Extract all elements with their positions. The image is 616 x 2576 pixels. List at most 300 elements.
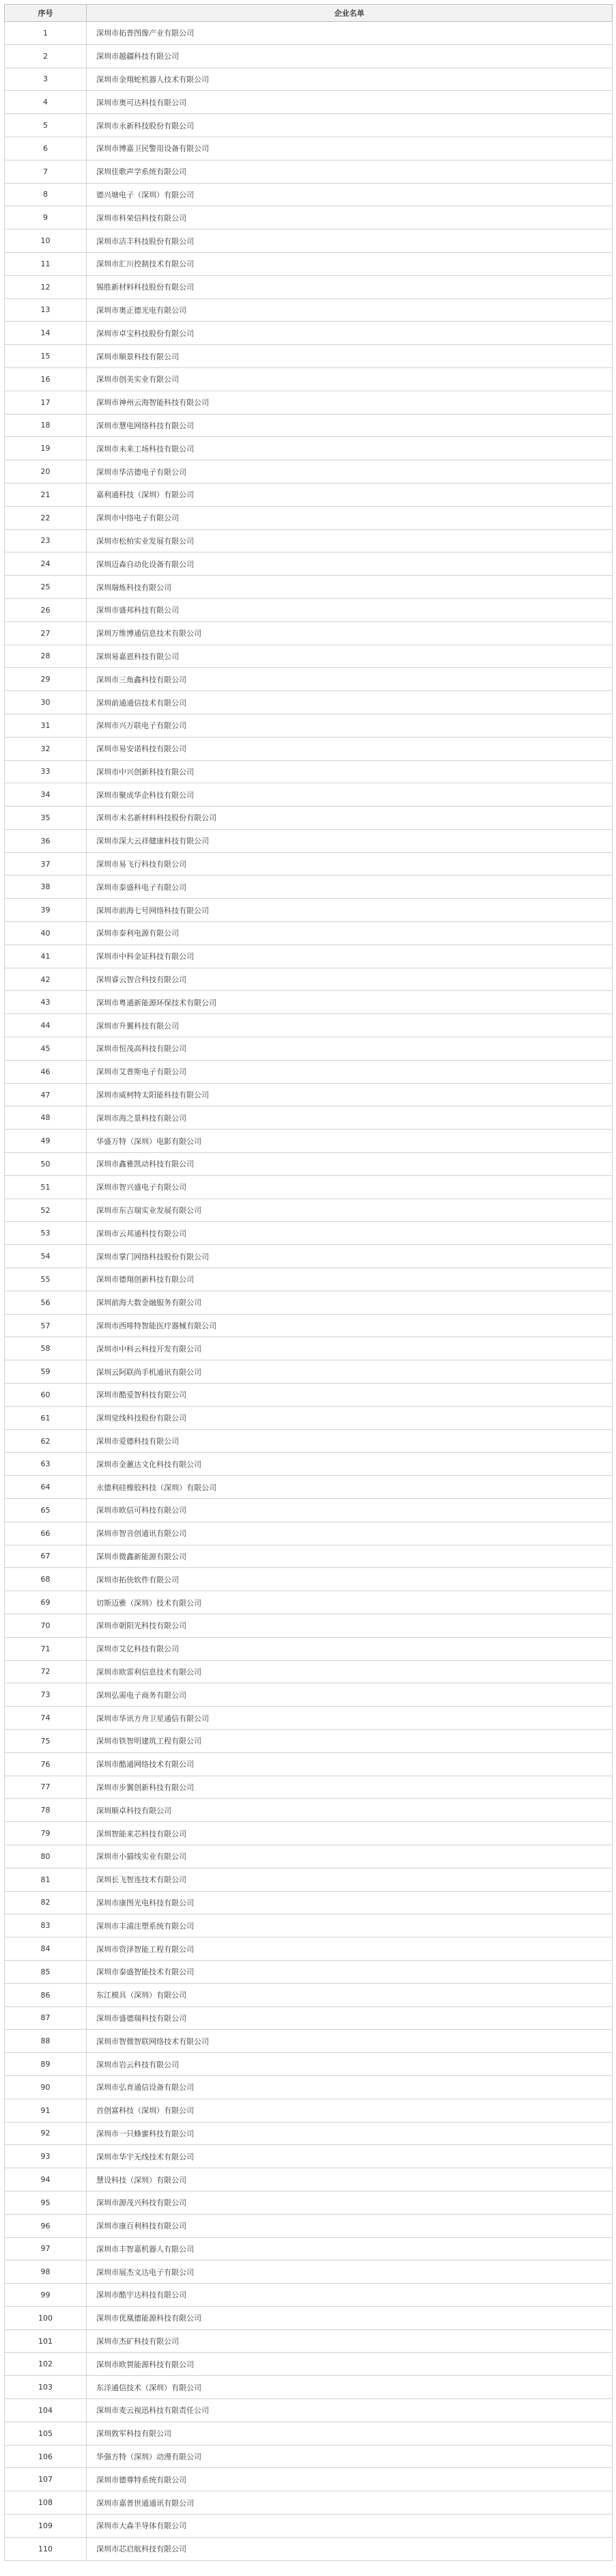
row-index: 38 bbox=[5, 876, 87, 899]
row-index: 54 bbox=[5, 1245, 87, 1268]
row-index: 97 bbox=[5, 2237, 87, 2260]
table-row bbox=[5, 1868, 613, 1891]
company-name: 东洋通信技术（深圳）有限公司 bbox=[87, 2376, 613, 2399]
row-index: 83 bbox=[5, 1914, 87, 1937]
row-index: 76 bbox=[5, 1752, 87, 1776]
company-name: 深圳市西啡特智能医疗器械有限公司 bbox=[87, 1314, 613, 1337]
row-index: 99 bbox=[5, 2284, 87, 2307]
row-index: 105 bbox=[5, 2422, 87, 2445]
row-index: 98 bbox=[5, 2260, 87, 2284]
row-index: 20 bbox=[5, 460, 87, 484]
row-index: 46 bbox=[5, 1060, 87, 1083]
table-row bbox=[5, 2237, 613, 2260]
company-name: 深圳市步翼创新科技有限公司 bbox=[87, 1776, 613, 1799]
row-index: 82 bbox=[5, 1891, 87, 1914]
table-row bbox=[5, 391, 613, 414]
company-name: 深圳市卓宝科技股份有限公司 bbox=[87, 322, 613, 345]
table-row bbox=[5, 483, 613, 506]
header-index: 序号 bbox=[5, 5, 87, 22]
table-row bbox=[5, 714, 613, 737]
table-row bbox=[5, 367, 613, 391]
table-row bbox=[5, 2491, 613, 2515]
table-row bbox=[5, 1083, 613, 1106]
row-index: 5 bbox=[5, 114, 87, 137]
table-row bbox=[5, 783, 613, 807]
row-index: 37 bbox=[5, 852, 87, 876]
table-row bbox=[5, 1130, 613, 1153]
row-index: 63 bbox=[5, 1453, 87, 1476]
company-name: 深圳市中兴创新科技有限公司 bbox=[87, 760, 613, 783]
row-index: 32 bbox=[5, 737, 87, 760]
company-name: 深圳市聚成华企科技有限公司 bbox=[87, 783, 613, 807]
company-name: 深圳市欧信可科技有限公司 bbox=[87, 1499, 613, 1522]
table-row bbox=[5, 2353, 613, 2376]
company-name: 深圳市大森半导体有限公司 bbox=[87, 2515, 613, 2538]
table-row bbox=[5, 829, 613, 852]
row-index: 81 bbox=[5, 1868, 87, 1891]
table-row bbox=[5, 2099, 613, 2122]
company-name: 深圳市汇川控制技术有限公司 bbox=[87, 252, 613, 275]
table-row bbox=[5, 2468, 613, 2491]
row-index: 92 bbox=[5, 2122, 87, 2145]
row-index: 71 bbox=[5, 1637, 87, 1660]
table-row bbox=[5, 2214, 613, 2237]
table-row bbox=[5, 1752, 613, 1776]
table-row bbox=[5, 1822, 613, 1845]
company-name: 深圳市优凰德能源科技有限公司 bbox=[87, 2306, 613, 2329]
company-name: 深圳市芯启航科技有限公司 bbox=[87, 2537, 613, 2560]
company-name: 深圳市科荣信科技有限公司 bbox=[87, 206, 613, 229]
row-index: 24 bbox=[5, 552, 87, 576]
table-row bbox=[5, 2284, 613, 2307]
row-index: 9 bbox=[5, 206, 87, 229]
header-company-name: 企业名单 bbox=[87, 5, 613, 22]
company-list-table bbox=[4, 4, 613, 2561]
row-index: 19 bbox=[5, 437, 87, 460]
table-row bbox=[5, 1914, 613, 1937]
row-index: 61 bbox=[5, 1406, 87, 1429]
row-index: 42 bbox=[5, 968, 87, 991]
company-name: 深圳迈森自动化设备有限公司 bbox=[87, 552, 613, 576]
company-name: 深圳顺卓科技有限公司 bbox=[87, 1799, 613, 1822]
row-index: 103 bbox=[5, 2376, 87, 2399]
header-row bbox=[5, 5, 613, 22]
company-name: 深圳万维博通信息技术有限公司 bbox=[87, 621, 613, 645]
table-row bbox=[5, 1360, 613, 1384]
company-name: 深圳市华洁德电子有限公司 bbox=[87, 460, 613, 484]
row-index: 17 bbox=[5, 391, 87, 414]
company-name: 深圳市洁丰科技股份有限公司 bbox=[87, 229, 613, 253]
row-index: 90 bbox=[5, 2075, 87, 2099]
company-name: 深圳市华宇无线技术有限公司 bbox=[87, 2145, 613, 2168]
row-index: 66 bbox=[5, 1522, 87, 1545]
row-index: 7 bbox=[5, 160, 87, 183]
row-index: 28 bbox=[5, 645, 87, 668]
table-row bbox=[5, 1106, 613, 1130]
table-row bbox=[5, 876, 613, 899]
table-row bbox=[5, 1729, 613, 1752]
company-name: 切斯迈雅（深圳）技术有限公司 bbox=[87, 1591, 613, 1614]
row-index: 51 bbox=[5, 1175, 87, 1199]
company-name: 深圳市德翔创新科技有限公司 bbox=[87, 1268, 613, 1291]
company-name: 深圳市未名新材料科技股份有限公司 bbox=[87, 807, 613, 830]
row-index: 25 bbox=[5, 576, 87, 599]
company-name: 首创富科技（深圳）有限公司 bbox=[87, 2099, 613, 2122]
company-name: 深圳市德尊特系统有限公司 bbox=[87, 2468, 613, 2491]
table-row bbox=[5, 1199, 613, 1222]
row-index: 8 bbox=[5, 183, 87, 206]
company-name: 深圳智能来芯科技有限公司 bbox=[87, 1822, 613, 1845]
table-row bbox=[5, 252, 613, 275]
company-name: 深圳市威柯特太阳能科技有限公司 bbox=[87, 1083, 613, 1106]
company-name: 深圳市酷爱智科技有限公司 bbox=[87, 1384, 613, 1407]
table-row bbox=[5, 552, 613, 576]
table-row bbox=[5, 2376, 613, 2399]
company-name: 深圳市欧賀能源科技有限公司 bbox=[87, 2353, 613, 2376]
table-row bbox=[5, 1175, 613, 1199]
table-row bbox=[5, 807, 613, 830]
table-row bbox=[5, 1429, 613, 1453]
company-name: 深圳市易安诺科技有限公司 bbox=[87, 737, 613, 760]
company-name: 深圳市展杰文达电子有限公司 bbox=[87, 2260, 613, 2284]
row-index: 23 bbox=[5, 529, 87, 552]
table-row bbox=[5, 2006, 613, 2030]
row-index: 102 bbox=[5, 2353, 87, 2376]
row-index: 43 bbox=[5, 991, 87, 1014]
table-row bbox=[5, 2422, 613, 2445]
row-index: 100 bbox=[5, 2306, 87, 2329]
table-row bbox=[5, 2515, 613, 2538]
table-row bbox=[5, 2191, 613, 2214]
company-name: 深圳市海之景科技有限公司 bbox=[87, 1106, 613, 1130]
table-row bbox=[5, 2329, 613, 2353]
table-row bbox=[5, 1845, 613, 1868]
company-name: 深圳市酷通网络技术有限公司 bbox=[87, 1752, 613, 1776]
company-name: 深圳市泰盛科电子有限公司 bbox=[87, 876, 613, 899]
company-name: 深圳瑞炼科技有限公司 bbox=[87, 576, 613, 599]
row-index: 27 bbox=[5, 621, 87, 645]
row-index: 67 bbox=[5, 1545, 87, 1568]
table-row bbox=[5, 44, 613, 68]
table-row bbox=[5, 68, 613, 91]
table-row bbox=[5, 298, 613, 322]
row-index: 62 bbox=[5, 1429, 87, 1453]
row-index: 89 bbox=[5, 2053, 87, 2076]
table-row bbox=[5, 1960, 613, 1983]
company-name: 深圳敦军科技有限公司 bbox=[87, 2422, 613, 2445]
row-index: 95 bbox=[5, 2191, 87, 2214]
row-index: 96 bbox=[5, 2214, 87, 2237]
table-body bbox=[5, 22, 613, 2561]
company-name: 深圳市弘育通信设备有限公司 bbox=[87, 2075, 613, 2099]
company-name: 深圳市智微智联网络技术有限公司 bbox=[87, 2030, 613, 2053]
row-index: 79 bbox=[5, 1822, 87, 1845]
table-row bbox=[5, 1983, 613, 2006]
company-name: 深圳市云邦通科技有限公司 bbox=[87, 1222, 613, 1245]
company-name: 深圳市杰矿科技有限公司 bbox=[87, 2329, 613, 2353]
row-index: 33 bbox=[5, 760, 87, 783]
company-name: 深圳市前海七号网络科技有限公司 bbox=[87, 899, 613, 922]
row-index: 57 bbox=[5, 1314, 87, 1337]
company-name: 深圳市华讯方舟卫星通信有限公司 bbox=[87, 1707, 613, 1730]
table-row bbox=[5, 206, 613, 229]
company-name: 东江模具（深圳）有限公司 bbox=[87, 1983, 613, 2006]
row-index: 65 bbox=[5, 1499, 87, 1522]
row-index: 60 bbox=[5, 1384, 87, 1407]
table-row bbox=[5, 852, 613, 876]
company-name: 深圳市丰浦注塑系统有限公司 bbox=[87, 1914, 613, 1937]
row-index: 47 bbox=[5, 1083, 87, 1106]
table-row bbox=[5, 737, 613, 760]
table-row bbox=[5, 1637, 613, 1660]
company-name: 深圳市智音创通讯有限公司 bbox=[87, 1522, 613, 1545]
company-name: 深圳市泰利电源有限公司 bbox=[87, 922, 613, 945]
row-index: 77 bbox=[5, 1776, 87, 1799]
company-name: 深圳市奥可达科技有限公司 bbox=[87, 91, 613, 114]
table-row bbox=[5, 922, 613, 945]
company-name: 深圳市恒茂高科技有限公司 bbox=[87, 1037, 613, 1061]
company-name: 锡胜新材料科技股份有限公司 bbox=[87, 275, 613, 298]
row-index: 69 bbox=[5, 1591, 87, 1614]
company-name: 深圳市康图光电科技有限公司 bbox=[87, 1891, 613, 1914]
table-row bbox=[5, 968, 613, 991]
table-row bbox=[5, 137, 613, 160]
table-row bbox=[5, 160, 613, 183]
table-row bbox=[5, 2445, 613, 2468]
company-name: 深圳市东吉瑞实业发展有限公司 bbox=[87, 1199, 613, 1222]
company-name: 深圳市源茂兴科技有限公司 bbox=[87, 2191, 613, 2214]
company-name: 深圳市智兴盛电子有限公司 bbox=[87, 1175, 613, 1199]
company-name: 深圳市升翼科技有限公司 bbox=[87, 1014, 613, 1037]
row-index: 78 bbox=[5, 1799, 87, 1822]
table-row bbox=[5, 114, 613, 137]
company-name: 深圳市康百利科技有限公司 bbox=[87, 2214, 613, 2237]
company-name: 深圳市三角鑫科技有限公司 bbox=[87, 668, 613, 691]
company-name: 深圳市酷宇达科技有限公司 bbox=[87, 2284, 613, 2307]
table-row bbox=[5, 598, 613, 621]
company-name: 深圳长飞智连技术有限公司 bbox=[87, 1868, 613, 1891]
row-index: 109 bbox=[5, 2515, 87, 2538]
company-name: 深圳市中络电子有限公司 bbox=[87, 506, 613, 529]
row-index: 87 bbox=[5, 2006, 87, 2030]
row-index: 101 bbox=[5, 2329, 87, 2353]
row-index: 73 bbox=[5, 1683, 87, 1707]
row-index: 91 bbox=[5, 2099, 87, 2122]
company-name: 华盛万特（深圳）电影有限公司 bbox=[87, 1130, 613, 1153]
table-row bbox=[5, 944, 613, 968]
row-index: 13 bbox=[5, 298, 87, 322]
row-index: 49 bbox=[5, 1130, 87, 1153]
table-row bbox=[5, 1707, 613, 1730]
row-index: 31 bbox=[5, 714, 87, 737]
row-index: 93 bbox=[5, 2145, 87, 2168]
company-name: 深圳佳歌声学系统有限公司 bbox=[87, 160, 613, 183]
company-name: 深圳市麦云视迅科技有限责任公司 bbox=[87, 2399, 613, 2422]
company-name: 深圳睿云智合科技有限公司 bbox=[87, 968, 613, 991]
company-name: 华强方特（深圳）动漫有限公司 bbox=[87, 2445, 613, 2468]
table-row bbox=[5, 1591, 613, 1614]
table-row bbox=[5, 1060, 613, 1083]
company-name: 深圳云阿联尚手机通讯有限公司 bbox=[87, 1360, 613, 1384]
row-index: 35 bbox=[5, 807, 87, 830]
row-index: 45 bbox=[5, 1037, 87, 1061]
table-row bbox=[5, 414, 613, 437]
table-row bbox=[5, 529, 613, 552]
company-name: 深圳市丰智嘉机器人有限公司 bbox=[87, 2237, 613, 2260]
row-index: 108 bbox=[5, 2491, 87, 2515]
company-name: 深圳市越疆科技有限公司 bbox=[87, 44, 613, 68]
company-name: 深圳市易飞行科技有限公司 bbox=[87, 852, 613, 876]
company-name: 深圳前海大数金融服务有限公司 bbox=[87, 1291, 613, 1314]
company-name: 深圳市艾普斯电子有限公司 bbox=[87, 1060, 613, 1083]
row-index: 74 bbox=[5, 1707, 87, 1730]
company-name: 深圳市永新科技股份有限公司 bbox=[87, 114, 613, 137]
row-index: 12 bbox=[5, 275, 87, 298]
company-name: 深圳市深大云祥健康科技有限公司 bbox=[87, 829, 613, 852]
table-row bbox=[5, 1222, 613, 1245]
row-index: 80 bbox=[5, 1845, 87, 1868]
company-name: 德兴塘电子（深圳）有限公司 bbox=[87, 183, 613, 206]
company-name: 深圳市鑫雅凯动科技有限公司 bbox=[87, 1153, 613, 1176]
company-name: 深圳市小猫线实业有限公司 bbox=[87, 1845, 613, 1868]
table-row bbox=[5, 1568, 613, 1591]
table-row bbox=[5, 2537, 613, 2560]
row-index: 10 bbox=[5, 229, 87, 253]
table-row bbox=[5, 275, 613, 298]
table-row bbox=[5, 2145, 613, 2168]
company-name: 深圳觉线科技股份有限公司 bbox=[87, 1406, 613, 1429]
row-index: 21 bbox=[5, 483, 87, 506]
table-row bbox=[5, 2053, 613, 2076]
table-row bbox=[5, 1937, 613, 1961]
table-row bbox=[5, 1314, 613, 1337]
row-index: 72 bbox=[5, 1660, 87, 1683]
company-name: 深圳市盛德瑞科技有限公司 bbox=[87, 2006, 613, 2030]
row-index: 70 bbox=[5, 1614, 87, 1637]
table-row bbox=[5, 760, 613, 783]
company-name: 深圳市中科云科技开发有限公司 bbox=[87, 1337, 613, 1360]
row-index: 107 bbox=[5, 2468, 87, 2491]
company-name: 深圳弘需电子商务有限公司 bbox=[87, 1683, 613, 1707]
table-row bbox=[5, 1683, 613, 1707]
company-name: 深圳市朝阳光科技有限公司 bbox=[87, 1614, 613, 1637]
row-index: 52 bbox=[5, 1199, 87, 1222]
table-row bbox=[5, 506, 613, 529]
table-row bbox=[5, 91, 613, 114]
row-index: 40 bbox=[5, 922, 87, 945]
table-row bbox=[5, 183, 613, 206]
row-index: 110 bbox=[5, 2537, 87, 2560]
table-row bbox=[5, 1499, 613, 1522]
company-name: 深圳市爱德科技有限公司 bbox=[87, 1429, 613, 1453]
row-index: 58 bbox=[5, 1337, 87, 1360]
table-row bbox=[5, 1891, 613, 1914]
company-name: 深圳市慧电网络科技有限公司 bbox=[87, 414, 613, 437]
table-row bbox=[5, 460, 613, 484]
table-header bbox=[5, 5, 613, 22]
table-row bbox=[5, 22, 613, 45]
table-row bbox=[5, 1337, 613, 1360]
table-row bbox=[5, 1245, 613, 1268]
company-name: 深圳市拓普图像产业有限公司 bbox=[87, 22, 613, 45]
table-row bbox=[5, 1614, 613, 1637]
row-index: 86 bbox=[5, 1983, 87, 2006]
company-name: 深圳易嘉恩科技有限公司 bbox=[87, 645, 613, 668]
table-row bbox=[5, 1545, 613, 1568]
row-index: 85 bbox=[5, 1960, 87, 1983]
company-name: 深圳市松柏实业发展有限公司 bbox=[87, 529, 613, 552]
table-row bbox=[5, 1153, 613, 1176]
company-name: 深圳市欧雷利信息技术有限公司 bbox=[87, 1660, 613, 1683]
table-row bbox=[5, 1453, 613, 1476]
table-row bbox=[5, 668, 613, 691]
row-index: 50 bbox=[5, 1153, 87, 1176]
company-name: 深圳市博嘉卫民警用设备有限公司 bbox=[87, 137, 613, 160]
table-row bbox=[5, 991, 613, 1014]
table-row bbox=[5, 229, 613, 253]
row-index: 30 bbox=[5, 691, 87, 714]
row-index: 39 bbox=[5, 899, 87, 922]
row-index: 48 bbox=[5, 1106, 87, 1130]
row-index: 14 bbox=[5, 322, 87, 345]
table-row bbox=[5, 2122, 613, 2145]
row-index: 36 bbox=[5, 829, 87, 852]
company-name: 深圳前通通信技术有限公司 bbox=[87, 691, 613, 714]
company-name: 深圳市未来工场科技有限公司 bbox=[87, 437, 613, 460]
company-name: 永德利硅橡胶科技（深圳）有限公司 bbox=[87, 1476, 613, 1499]
table-row bbox=[5, 2168, 613, 2192]
table-row bbox=[5, 1660, 613, 1683]
row-index: 6 bbox=[5, 137, 87, 160]
row-index: 26 bbox=[5, 598, 87, 621]
row-index: 18 bbox=[5, 414, 87, 437]
table-row bbox=[5, 1776, 613, 1799]
row-index: 11 bbox=[5, 252, 87, 275]
company-name: 深圳市掌门网络科技股份有限公司 bbox=[87, 1245, 613, 1268]
row-index: 59 bbox=[5, 1360, 87, 1384]
company-name: 深圳市铁智明建筑工程有限公司 bbox=[87, 1729, 613, 1752]
table-row bbox=[5, 2306, 613, 2329]
table-row bbox=[5, 645, 613, 668]
row-index: 55 bbox=[5, 1268, 87, 1291]
table-row bbox=[5, 345, 613, 368]
row-index: 75 bbox=[5, 1729, 87, 1752]
row-index: 56 bbox=[5, 1291, 87, 1314]
table-row bbox=[5, 1476, 613, 1499]
company-name: 嘉利通科技（深圳）有限公司 bbox=[87, 483, 613, 506]
row-index: 106 bbox=[5, 2445, 87, 2468]
company-name: 深圳市神州云海智能科技有限公司 bbox=[87, 391, 613, 414]
company-name: 深圳市中科金证科技有限公司 bbox=[87, 944, 613, 968]
company-name: 深圳市微鑫新能源有限公司 bbox=[87, 1545, 613, 1568]
company-name: 深圳市金蕙达文化科技有限公司 bbox=[87, 1453, 613, 1476]
table-row bbox=[5, 2075, 613, 2099]
company-name: 深圳市泰盛智能技术有限公司 bbox=[87, 1960, 613, 1983]
table-row bbox=[5, 2030, 613, 2053]
company-name: 深圳市艾亿科技有限公司 bbox=[87, 1637, 613, 1660]
table-row bbox=[5, 1799, 613, 1822]
table-row bbox=[5, 2260, 613, 2284]
row-index: 22 bbox=[5, 506, 87, 529]
table-row bbox=[5, 1522, 613, 1545]
company-name: 深圳市资泽智能工程有限公司 bbox=[87, 1937, 613, 1961]
row-index: 3 bbox=[5, 68, 87, 91]
row-index: 1 bbox=[5, 22, 87, 45]
company-name: 深圳市嘉普世通通讯有限公司 bbox=[87, 2491, 613, 2515]
row-index: 41 bbox=[5, 944, 87, 968]
row-index: 88 bbox=[5, 2030, 87, 2053]
table-row bbox=[5, 899, 613, 922]
